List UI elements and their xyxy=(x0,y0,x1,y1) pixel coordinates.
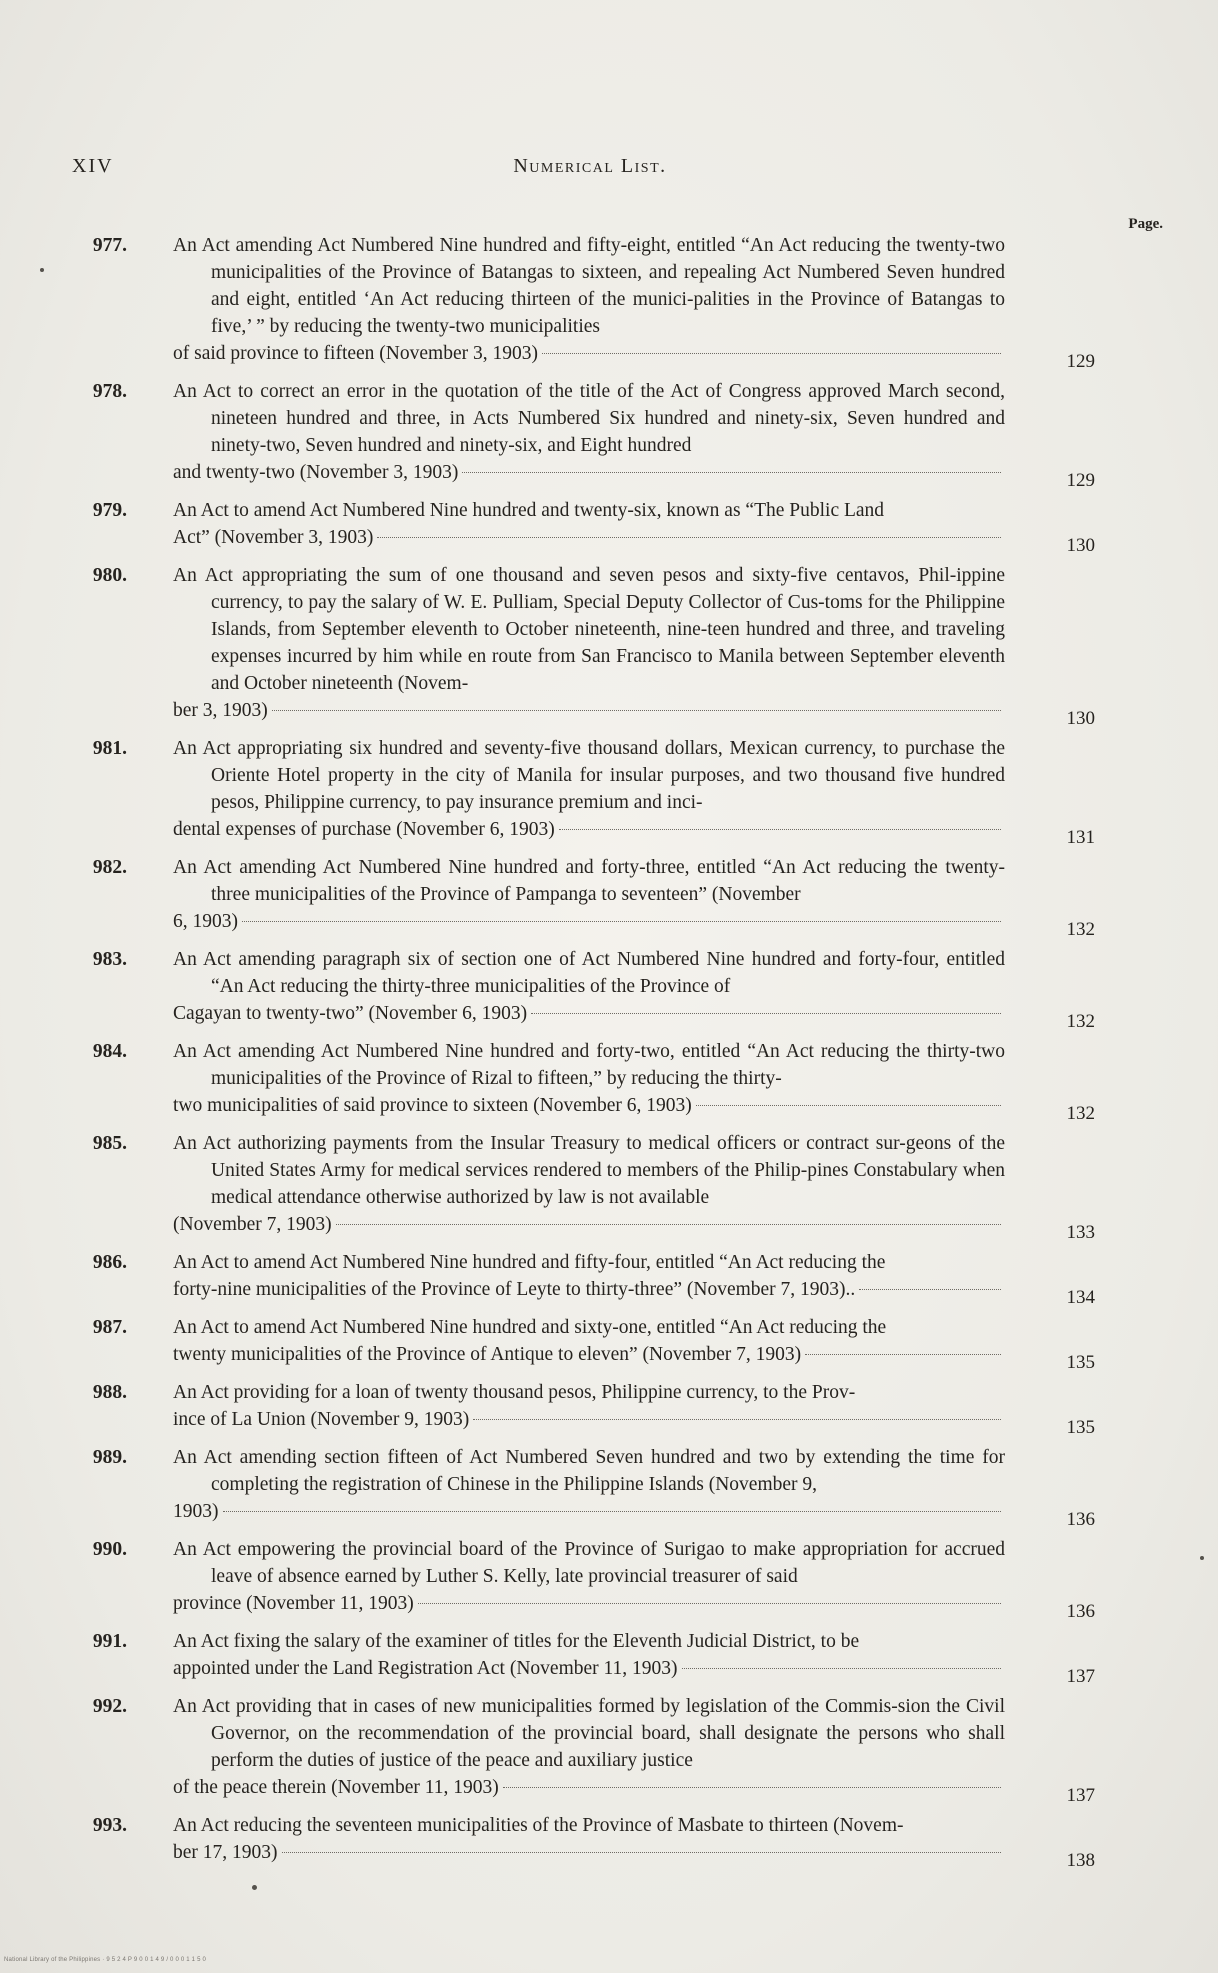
act-number: 980. xyxy=(92,565,127,586)
act-title: An Act amending section fifteen of Act Numbered Seven hundred and two by extending the time for completing the registration of Chinese in the Philippine Islands (November 9, xyxy=(173,1447,1005,1495)
act-date: of said province to fifteen (November 3, 1903) xyxy=(173,343,538,364)
act-title: An Act authorizing payments from the Insular Treasury to medical officers or contract sur-geons of the United States Army for medical services rendered to members of the Philip-pines Constabulary when medical attendance otherwise authorized by law is not available xyxy=(173,1133,1005,1208)
act-date: appointed under the Land Registration Act (November 11, 1903) xyxy=(173,1658,678,1679)
page-reference: 132 xyxy=(1066,1011,1095,1032)
list-item xyxy=(55,1249,1095,1308)
dot-leader xyxy=(282,1852,1001,1853)
act-title: An Act empowering the provincial board of the Province of Surigao to make appropriation for accrued leave of absence earned by Luther S. Kelly, late provincial treasurer of said xyxy=(173,1539,1005,1587)
dot-leader xyxy=(682,1668,1001,1669)
list-item xyxy=(55,1314,1095,1373)
dot-leader xyxy=(696,1105,1001,1106)
act-title: An Act providing for a loan of twenty thousand pesos, Philippine currency, to the Prov- xyxy=(173,1382,856,1403)
entry-list xyxy=(55,232,1095,1877)
list-item xyxy=(55,1693,1095,1806)
page-reference: 132 xyxy=(1066,1103,1095,1124)
list-item xyxy=(55,562,1095,729)
act-title-last-line xyxy=(173,1774,1005,1801)
list-item xyxy=(55,1812,1095,1871)
scan-speck xyxy=(1200,1556,1204,1560)
dot-leader xyxy=(272,710,1001,711)
running-title: Numerical List. xyxy=(513,155,667,177)
dot-leader xyxy=(377,537,1001,538)
act-title-last-line xyxy=(173,816,1005,843)
list-item xyxy=(55,735,1095,848)
act-number: 993. xyxy=(92,1815,127,1836)
act-title: An Act appropriating six hundred and seventy-five thousand dollars, Mexican currency, to purchase the Oriente Hotel property in the city of Manila for insular purposes, and two thousand five hundred pesos, Philippine currency, to pay insurance premium and inci- xyxy=(173,738,1005,813)
list-item xyxy=(55,232,1095,372)
act-title-last-line xyxy=(173,524,1005,551)
dot-leader xyxy=(559,829,1001,830)
page-reference: 135 xyxy=(1066,1417,1095,1438)
act-title: An Act amending Act Numbered Nine hundred and forty-two, entitled “An Act reducing the thirty-two municipalities of the Province of Rizal to fifteen,” by reducing the thirty- xyxy=(173,1041,1005,1089)
act-title-last-line xyxy=(173,1590,1005,1617)
act-date: Act” (November 3, 1903) xyxy=(173,527,374,548)
list-item xyxy=(55,378,1095,491)
act-date: dental expenses of purchase (November 6, 1903) xyxy=(173,819,555,840)
act-number: 992. xyxy=(92,1696,127,1717)
dot-leader xyxy=(223,1511,1002,1512)
act-date: ince of La Union (November 9, 1903) xyxy=(173,1409,470,1430)
dot-leader xyxy=(859,1289,1001,1290)
list-item xyxy=(55,1628,1095,1687)
act-title: An Act reducing the seventeen municipalities of the Province of Masbate to thirteen (Novem- xyxy=(173,1815,904,1836)
list-item xyxy=(55,1130,1095,1243)
act-title: An Act to amend Act Numbered Nine hundred and sixty-one, entitled “An Act reducing the xyxy=(173,1317,887,1338)
act-date: forty-nine municipalities of the Province of Leyte to thirty-three” (November 7, 1903).. xyxy=(173,1279,856,1300)
act-title: An Act amending paragraph six of section one of Act Numbered Nine hundred and forty-four, entitled “An Act reducing the thirty-three municipalities of the Province of xyxy=(173,949,1005,997)
act-date: 1903) xyxy=(173,1501,219,1522)
page-number: XIV xyxy=(72,155,114,177)
page-reference: 131 xyxy=(1066,827,1095,848)
dot-leader xyxy=(531,1013,1001,1014)
page-reference: 130 xyxy=(1066,535,1095,556)
act-number: 977. xyxy=(92,235,127,256)
dot-leader xyxy=(336,1224,1001,1225)
act-date: 6, 1903) xyxy=(173,911,238,932)
act-number: 990. xyxy=(92,1539,127,1560)
dot-leader xyxy=(542,353,1001,354)
scan-speck xyxy=(252,1885,257,1890)
dot-leader xyxy=(462,472,1001,473)
list-item xyxy=(55,854,1095,940)
act-number: 989. xyxy=(92,1447,127,1468)
act-title-last-line xyxy=(173,1406,1005,1433)
page-reference: 129 xyxy=(1066,470,1095,491)
act-number: 983. xyxy=(92,949,127,970)
dot-leader xyxy=(503,1787,1001,1788)
list-item xyxy=(55,1038,1095,1124)
act-title: An Act providing that in cases of new municipalities formed by legislation of the Commis-sion the Civil Governor, on the recommendation of the provincial board, shall designate the persons who shall perform the duties of justice of the peace and auxiliary justice xyxy=(173,1696,1005,1771)
act-number: 988. xyxy=(92,1382,127,1403)
act-title-last-line xyxy=(173,1092,1005,1119)
page-reference: 133 xyxy=(1066,1222,1095,1243)
act-title-last-line xyxy=(173,697,1005,724)
act-number: 991. xyxy=(92,1631,127,1652)
list-item xyxy=(55,1536,1095,1622)
act-number: 985. xyxy=(92,1133,127,1154)
act-title-last-line xyxy=(173,1276,1005,1303)
page-reference: 134 xyxy=(1066,1287,1095,1308)
act-number: 987. xyxy=(92,1317,127,1338)
act-date: Cagayan to twenty-two” (November 6, 1903) xyxy=(173,1003,528,1024)
dot-leader xyxy=(242,921,1001,922)
act-title-last-line xyxy=(173,1839,1005,1866)
list-item xyxy=(55,1379,1095,1438)
page-reference: 138 xyxy=(1066,1850,1095,1871)
act-number: 981. xyxy=(92,738,127,759)
act-number: 982. xyxy=(92,857,127,878)
act-date: of the peace therein (November 11, 1903) xyxy=(173,1777,499,1798)
act-date: twenty municipalities of the Province of Antique to eleven” (November 7, 1903) xyxy=(173,1344,802,1365)
act-title-last-line xyxy=(173,1498,1005,1525)
act-title: An Act to correct an error in the quotation of the title of the Act of Congress approved March second, nineteen hundred and three, in Acts Numbered Six hundred and ninety-six, Seven hundred and ninety-two, Seven hundred and ninety-six, and Eight hundred xyxy=(173,381,1005,456)
page-reference: 137 xyxy=(1066,1666,1095,1687)
act-title-last-line xyxy=(173,908,1005,935)
page-column-heading: Page. xyxy=(1128,216,1163,232)
act-date: (November 7, 1903) xyxy=(173,1214,332,1235)
act-title: An Act amending Act Numbered Nine hundred and forty-three, entitled “An Act reducing the twenty-three municipalities of the Province of Pampanga to seventeen” (November xyxy=(173,857,1005,905)
page-reference: 129 xyxy=(1066,351,1095,372)
dot-leader xyxy=(473,1419,1001,1420)
page-header xyxy=(70,155,1110,185)
act-date: two municipalities of said province to sixteen (November 6, 1903) xyxy=(173,1095,692,1116)
act-date: and twenty-two (November 3, 1903) xyxy=(173,462,459,483)
scan-footer-note: National Library of the Philippines · 9 5 2 4 P 9 0 0 1 4 9 / 0 0 0 1 1 5 0 xyxy=(4,1957,207,1963)
list-item xyxy=(55,497,1095,556)
page-reference: 130 xyxy=(1066,708,1095,729)
act-number: 984. xyxy=(92,1041,127,1062)
dot-leader xyxy=(805,1354,1001,1355)
page-reference: 132 xyxy=(1066,919,1095,940)
page-reference: 136 xyxy=(1066,1601,1095,1622)
list-item xyxy=(55,1444,1095,1530)
act-title: An Act fixing the salary of the examiner of titles for the Eleventh Judicial District, to be xyxy=(173,1631,860,1652)
act-title: An Act amending Act Numbered Nine hundred and fifty-eight, entitled “An Act reducing the twenty-two municipalities of the Province of Batangas to sixteen, and repealing Act Numbered Seven hundred and eight, entitled ‘An Act reducing thirteen of the munici-palities in the Province of Batangas to five,’ ” by reducing the twenty-two municipalities xyxy=(173,235,1005,337)
act-title: An Act appropriating the sum of one thousand and seven pesos and sixty-five centavos, Phil-ippine currency, to pay the salary of W. E. Pulliam, Special Deputy Collector of Cus-toms for the Philippine Islands, from September eleventh to October nineteenth, nine-teen hundred and three, and traveling expenses incurred by him while en route from San Francisco to Manila between September eleventh and October nineteenth (Novem- xyxy=(173,565,1005,694)
act-title-last-line xyxy=(173,1655,1005,1682)
scan-speck xyxy=(40,268,44,272)
page-reference: 137 xyxy=(1066,1785,1095,1806)
act-date: province (November 11, 1903) xyxy=(173,1593,414,1614)
act-date: ber 17, 1903) xyxy=(173,1842,278,1863)
act-title-last-line xyxy=(173,1211,1005,1238)
act-date: ber 3, 1903) xyxy=(173,700,268,721)
act-title: An Act to amend Act Numbered Nine hundred and twenty-six, known as “The Public Land xyxy=(173,500,885,521)
page-reference: 136 xyxy=(1066,1509,1095,1530)
act-title-last-line xyxy=(173,340,1005,367)
act-title-last-line xyxy=(173,459,1005,486)
act-number: 978. xyxy=(92,381,127,402)
act-title-last-line xyxy=(173,1341,1005,1368)
list-item xyxy=(55,946,1095,1032)
act-number: 986. xyxy=(92,1252,127,1273)
act-title-last-line xyxy=(173,1000,1005,1027)
dot-leader xyxy=(418,1603,1001,1604)
act-number: 979. xyxy=(92,500,127,521)
page-reference: 135 xyxy=(1066,1352,1095,1373)
act-title: An Act to amend Act Numbered Nine hundred and fifty-four, entitled “An Act reducing the xyxy=(173,1252,886,1273)
